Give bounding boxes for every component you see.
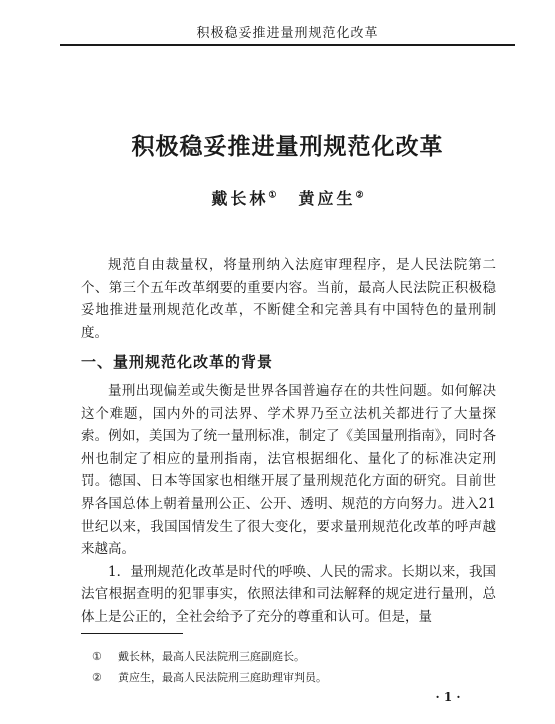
footnote-mark: ② xyxy=(92,671,102,684)
article-title: 积极稳妥推进量刑规范化改革 xyxy=(131,134,444,160)
footnote xyxy=(92,646,512,667)
footnote-text: 戴长林，最高人民法院刑三庭副庭长。 xyxy=(118,650,305,663)
section-heading: 一、量刑规范化改革的背景 xyxy=(81,353,274,372)
author-footnote-mark[interactable]: ② xyxy=(355,190,364,201)
footnotes xyxy=(92,646,512,688)
running-header: 积极稳妥推进量刑规范化改革 xyxy=(196,26,379,41)
intro-paragraph: 规范自由裁量权，将量刑纳入法庭审理程序，是人民法院第二个、第三个五年改革纲要的重要内容。当前，最高人民法院正积极稳妥地推进量刑规范化改革，不断健全和完善具有中国特色的量刑制度。 xyxy=(81,257,496,341)
author-footnote-mark[interactable]: ① xyxy=(268,190,277,201)
author-name: 黄应生 xyxy=(298,189,356,208)
header-rule xyxy=(60,44,515,46)
body-paragraph: 量刑出现偏差或失衡是世界各国普遍存在的共性问题。如何解决这个难题，国内外的司法界、学术界乃至立法机关都进行了大量探索。例如，美国为了统一量刑标准，制定了《美国量刑指南》，同时各州也制定了相应的量刑指南，法官根据细化、量化了的标准决定刑罚。德国、日本等国家也相继开展了量刑规范化方面的研究。目前世界各国总体上朝着量刑公正、公开、透明、规范的方向努力。进入21世纪以来，我国国情发生了很大变化，要求量刑规范化改革的呼声越来越高。 xyxy=(81,382,496,558)
author-name: 戴长林 xyxy=(211,189,269,208)
body-paragraph: 1．量刑规范化改革是时代的呼唤、人民的需求。长期以来，我国法官根据查明的犯罪事实，依照法律和司法解释的规定进行量刑，总体上是公正的，全社会给予了充分的尊重和认可。但是，量 xyxy=(81,563,496,625)
footnote-rule xyxy=(81,633,183,634)
author-line xyxy=(60,186,515,209)
footnote-mark: ① xyxy=(92,650,102,663)
page-number: · 1 · xyxy=(435,690,461,704)
footnote-text: 黄应生，最高人民法院刑三庭助理审判员。 xyxy=(118,671,327,684)
footnote xyxy=(92,667,512,688)
article-body xyxy=(81,254,496,629)
